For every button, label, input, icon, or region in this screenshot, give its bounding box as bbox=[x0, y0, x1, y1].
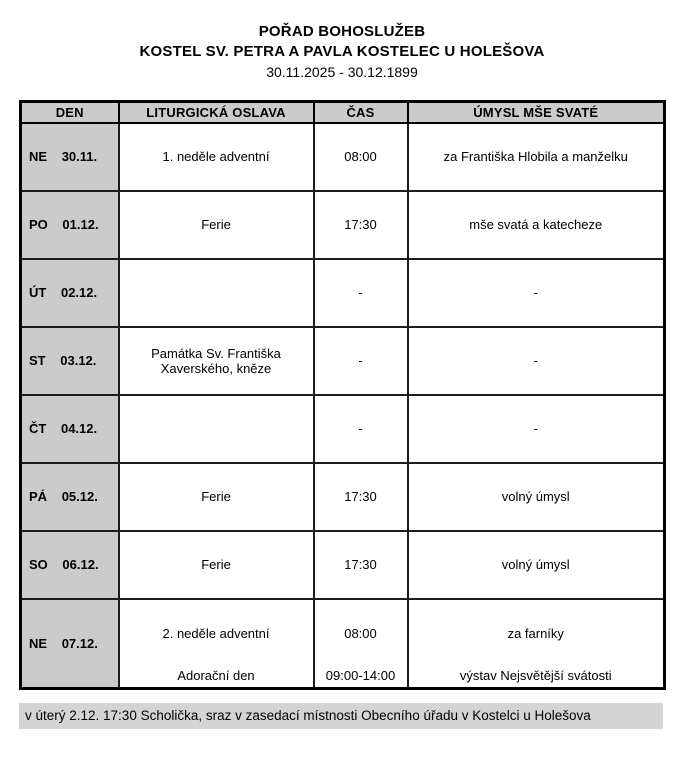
day-date: 05.12. bbox=[61, 489, 98, 504]
day-cell bbox=[21, 531, 119, 599]
day-abbr: SO bbox=[29, 557, 48, 572]
page-title: POŘAD BOHOSLUŽEB bbox=[258, 23, 426, 40]
time-cell: - bbox=[314, 259, 408, 327]
intention-cell bbox=[408, 599, 665, 689]
table-row bbox=[21, 259, 665, 327]
intention-cell: volný úmysl bbox=[408, 531, 665, 599]
day-date: 02.12. bbox=[60, 285, 98, 300]
intention-line-1: za farníky bbox=[507, 626, 564, 641]
col-header-liturgicka-oslava: LITURGICKÁ OSLAVA bbox=[119, 102, 314, 123]
day-abbr: ÚT bbox=[29, 285, 47, 300]
celebration-cell: Památka Sv. Františka Xaverského, kněze bbox=[119, 327, 314, 395]
celebration-cell: Ferie bbox=[119, 191, 314, 259]
day-abbr: PÁ bbox=[29, 489, 48, 504]
intention-cell: - bbox=[408, 327, 665, 395]
table-row bbox=[21, 123, 665, 191]
col-header-cas: ČAS bbox=[314, 102, 408, 123]
footer-note: v úterý 2.12. 17:30 Scholička, sraz v zasedací místnosti Obecního úřadu v Kostelci u Holešova bbox=[19, 703, 663, 729]
time-cell: - bbox=[314, 327, 408, 395]
celebration-cell bbox=[119, 259, 314, 327]
day-cell bbox=[21, 599, 119, 689]
day-abbr: NE bbox=[29, 149, 48, 164]
intention-cell: - bbox=[408, 259, 665, 327]
time-line-1: 08:00 bbox=[344, 626, 377, 641]
table-row bbox=[21, 531, 665, 599]
day-cell bbox=[21, 463, 119, 531]
day-date: 01.12. bbox=[62, 217, 99, 232]
celebration-cell bbox=[119, 395, 314, 463]
intention-cell: za Františka Hlobila a manželku bbox=[408, 123, 665, 191]
celebration-line-2: Adorační den bbox=[177, 667, 255, 683]
table-row bbox=[21, 599, 665, 689]
table-row bbox=[21, 463, 665, 531]
table-row bbox=[21, 191, 665, 259]
day-date: 03.12. bbox=[60, 353, 97, 368]
time-cell: 08:00 bbox=[314, 123, 408, 191]
document-header bbox=[0, 0, 684, 82]
day-date: 30.11. bbox=[61, 149, 98, 164]
time-cell: - bbox=[314, 395, 408, 463]
date-range: 30.11.2025 - 30.12.1899 bbox=[266, 64, 418, 80]
table-row bbox=[21, 327, 665, 395]
day-cell bbox=[21, 327, 119, 395]
celebration-line-1: 2. neděle adventní bbox=[162, 626, 270, 641]
day-abbr: PO bbox=[29, 217, 48, 232]
time-cell: 17:30 bbox=[314, 191, 408, 259]
day-date: 04.12. bbox=[60, 421, 98, 436]
time-line-2: 09:00-14:00 bbox=[325, 667, 396, 683]
col-header-den: DEN bbox=[21, 102, 119, 123]
time-cell: 17:30 bbox=[314, 531, 408, 599]
celebration-cell: 1. neděle adventní bbox=[119, 123, 314, 191]
time-cell bbox=[314, 599, 408, 689]
day-cell bbox=[21, 259, 119, 327]
celebration-cell: Ferie bbox=[119, 463, 314, 531]
celebration-cell bbox=[119, 599, 314, 689]
intention-line-2: výstav Nejsvětější svátosti bbox=[459, 667, 612, 683]
table-header-row bbox=[21, 102, 665, 123]
day-cell bbox=[21, 395, 119, 463]
intention-cell: - bbox=[408, 395, 665, 463]
day-abbr: NE bbox=[29, 635, 48, 651]
day-abbr: ST bbox=[29, 353, 46, 368]
day-cell bbox=[21, 191, 119, 259]
table-row bbox=[21, 395, 665, 463]
day-date: 06.12. bbox=[62, 557, 99, 572]
intention-cell: volný úmysl bbox=[408, 463, 665, 531]
intention-cell: mše svatá a katecheze bbox=[408, 191, 665, 259]
col-header-umysl-mse-svate: ÚMYSL MŠE SVATÉ bbox=[408, 102, 665, 123]
celebration-cell: Ferie bbox=[119, 531, 314, 599]
schedule-table bbox=[19, 100, 666, 690]
day-date: 07.12. bbox=[61, 635, 98, 651]
day-cell bbox=[21, 123, 119, 191]
page-subtitle: KOSTEL SV. PETRA A PAVLA KOSTELEC U HOLEŠOVA bbox=[139, 43, 545, 60]
day-abbr: ČT bbox=[29, 421, 47, 436]
time-cell: 17:30 bbox=[314, 463, 408, 531]
